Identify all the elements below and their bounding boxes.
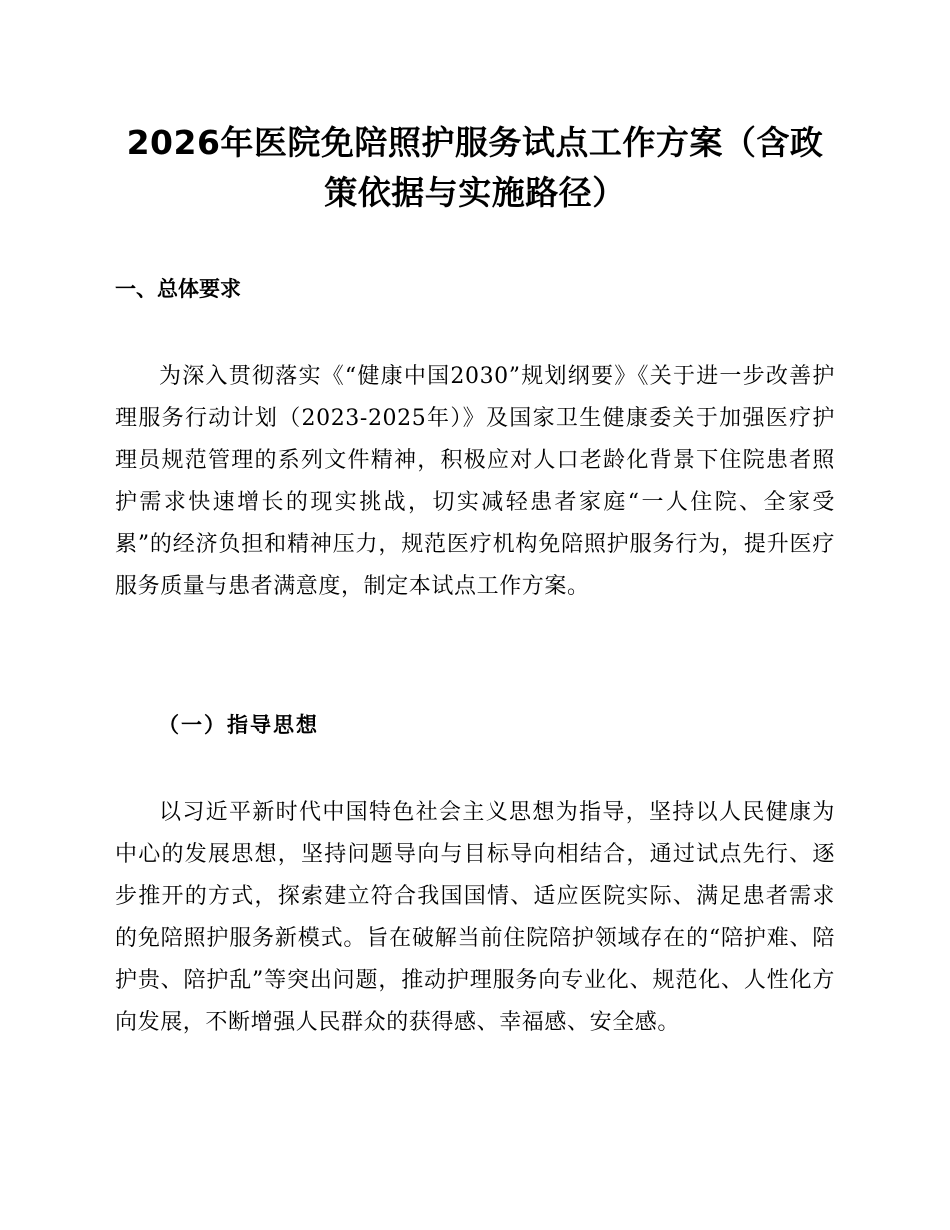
paragraph-general-requirements: 为深入贯彻落实《“健康中国2030”规划纲要》《关于进一步改善护理服务行动计划（2023-2025年）》及国家卫生健康委关于加强医疗护理员规范管理的系列文件精神，积极应对人口老龄化背景下住院患者照护需求快速增长的现实挑战，切实减轻患者家庭“一人住院、全家受累”的经济负担和精神压力，规范医疗机构免陪照护服务行为，提升医疗服务质量与患者满意度，制定本试点工作方案。 <box>115 364 835 599</box>
section-heading-guiding-ideology: （一）指导思想 <box>158 713 319 737</box>
section-heading-general-requirements: 一、总体要求 <box>115 277 241 301</box>
paragraph-guiding-ideology: 以习近平新时代中国特色社会主义思想为指导，坚持以人民健康为中心的发展思想，坚持问题导向与目标导向相结合，通过试点先行、逐步推开的方式，探索建立符合我国国情、适应医院实际、满足患者需求的免陪照护服务新模式。旨在破解当前住院陪护领域存在的“陪护难、陪护贵、陪护乱”等突出问题，推动护理服务向专业化、规范化、人性化方向发展，不断增强人民群众的获得感、幸福感、安全感。 <box>115 800 835 1035</box>
document-title: 2026年医院免陪照护服务试点工作方案（含政策依据与实施路径） <box>126 123 824 212</box>
